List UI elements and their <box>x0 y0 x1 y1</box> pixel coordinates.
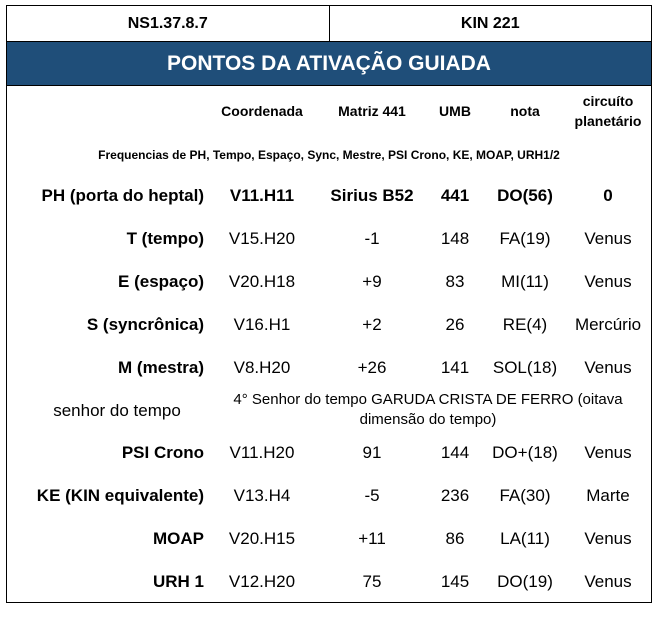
row-umb: 144 <box>440 442 470 462</box>
row-umb: 141 <box>440 357 470 377</box>
row-nota: RE(4) <box>502 314 548 334</box>
activation-table <box>6 5 652 603</box>
row-coord: V12.H20 <box>228 571 296 591</box>
row-label: PSI Crono <box>121 442 204 462</box>
row-label: S (syncrônica) <box>86 314 204 334</box>
row-circuito: Venus <box>584 271 632 291</box>
row-matriz: +9 <box>362 271 382 291</box>
row-nota: DO+(18) <box>492 442 558 462</box>
kin-cell: KIN 221 <box>329 6 652 41</box>
row-matriz: 75 <box>362 571 382 591</box>
row-label: URH 1 <box>152 571 204 591</box>
top-header <box>7 6 651 42</box>
row-umb: 86 <box>445 528 465 548</box>
table-row <box>7 517 651 560</box>
header-circuito: circuíto planetário <box>574 93 642 129</box>
table-row <box>7 431 651 474</box>
row-coord: V11.H20 <box>229 442 295 462</box>
row-nota: MI(11) <box>501 271 549 291</box>
row-label: MOAP <box>153 528 204 548</box>
table-row <box>7 560 651 603</box>
row-circuito: Mercúrio <box>574 314 642 334</box>
row-circuito: 0 <box>603 185 613 205</box>
row-circuito: Venus <box>584 357 632 377</box>
row-circuito: Venus <box>584 528 632 548</box>
row-nota: LA(11) <box>500 528 550 548</box>
date-code-cell: NS1.37.8.7 <box>127 14 208 32</box>
header-umb: UMB <box>439 103 471 119</box>
row-label: T (tempo) <box>126 228 204 248</box>
row-matriz: -1 <box>364 228 380 248</box>
row-nota: FA(19) <box>499 228 551 248</box>
table-row <box>7 174 651 217</box>
row-label: M (mestra) <box>118 357 204 377</box>
row-nota: FA(30) <box>499 485 551 505</box>
row-umb: 83 <box>445 271 465 291</box>
row-circuito: Venus <box>584 442 632 462</box>
table-row <box>7 217 651 260</box>
table-row <box>7 260 651 303</box>
senhor-note: 4° Senhor do tempo GARUDA CRISTA DE FERRO (oitava dimensão do tempo) <box>233 391 623 428</box>
header-nota: nota <box>510 103 540 119</box>
row-umb: 148 <box>440 228 470 248</box>
row-coord: V20.H18 <box>228 271 296 291</box>
row-label: PH (porta do heptal) <box>41 185 204 205</box>
table-row <box>7 474 651 517</box>
table-row <box>7 303 651 346</box>
row-matriz: 91 <box>362 442 382 462</box>
row-coord: V8.H20 <box>233 357 291 377</box>
row-matriz: +11 <box>358 528 386 548</box>
row-coord: V15.H20 <box>228 228 296 248</box>
senhor-label: senhor do tempo <box>53 400 181 420</box>
row-matriz: -5 <box>364 485 380 505</box>
row-coord: V20.H15 <box>228 528 296 548</box>
row-umb: 236 <box>440 485 470 505</box>
header-matriz: Matriz 441 <box>338 103 406 119</box>
row-umb: 441 <box>440 185 470 205</box>
row-label: E (espaço) <box>118 271 204 291</box>
row-coord: V16.H1 <box>233 314 291 334</box>
row-nota: SOL(18) <box>492 357 558 377</box>
row-nota: DO(56) <box>497 185 553 205</box>
row-matriz: +2 <box>362 314 382 334</box>
row-coord: V13.H4 <box>233 485 291 505</box>
row-circuito: Venus <box>584 571 632 591</box>
table-row <box>7 346 651 389</box>
senhor-row <box>7 389 651 431</box>
row-circuito: Venus <box>584 228 632 248</box>
row-matriz: Sirius B52 <box>330 185 414 205</box>
row-coord: V11.H11 <box>229 185 295 205</box>
row-umb: 26 <box>445 314 465 334</box>
header-coordenada: Coordenada <box>221 103 303 119</box>
row-label: KE (KIN equivalente) <box>36 485 204 505</box>
row-circuito: Marte <box>586 485 630 505</box>
row-umb: 145 <box>440 571 470 591</box>
table-banner: PONTOS DA ATIVAÇÃO GUIADA <box>7 42 651 86</box>
column-headers <box>7 86 651 136</box>
row-nota: DO(19) <box>497 571 553 591</box>
frequencies-line: Frequencias de PH, Tempo, Espaço, Sync, Mestre, PSI Crono, KE, MOAP, URH1/2 <box>98 148 560 162</box>
row-matriz: +26 <box>357 357 387 377</box>
